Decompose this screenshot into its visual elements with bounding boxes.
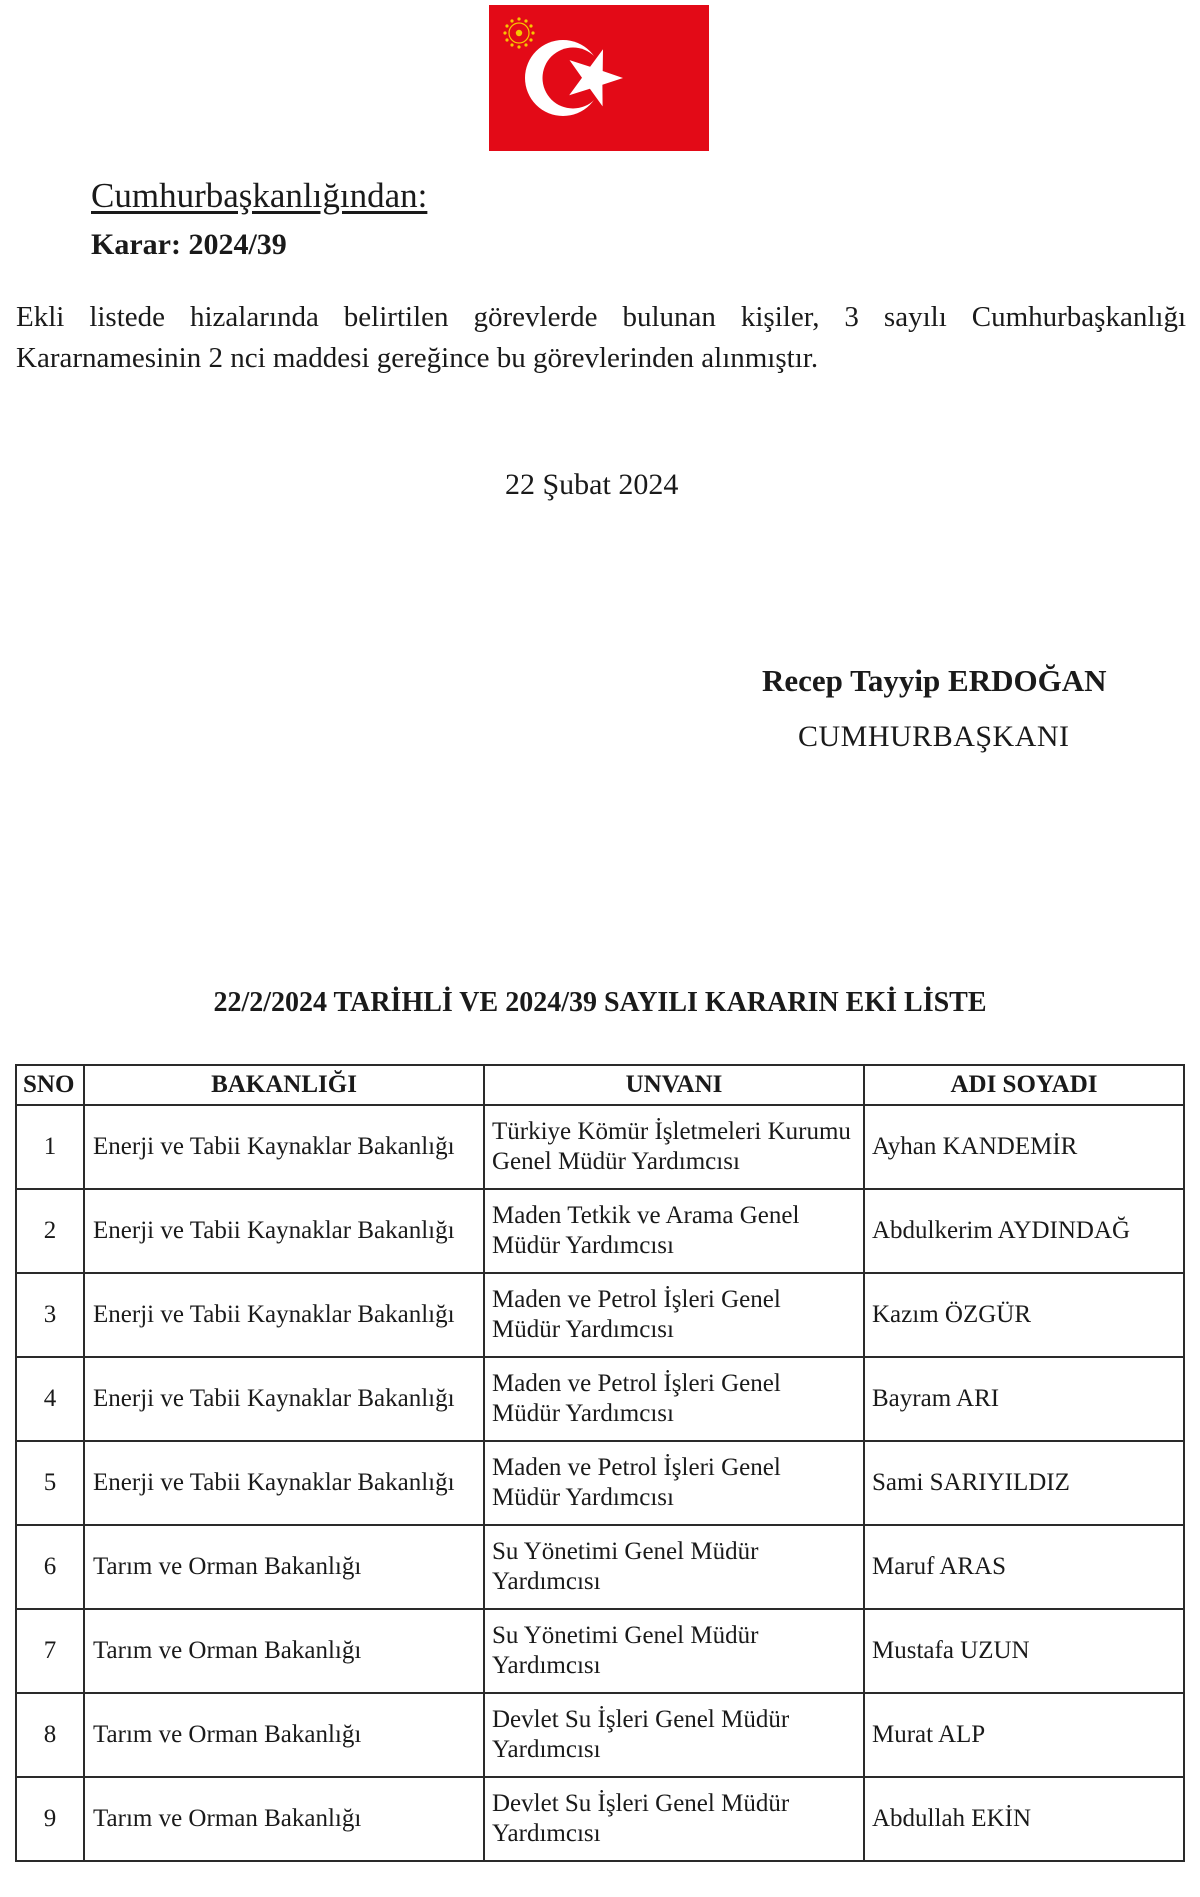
row-name: Abdulkerim AYDINDAĞ [864, 1189, 1184, 1273]
table-row [16, 1273, 1184, 1357]
row-title: Türkiye Kömür İşletmeleri Kurumu Genel Müdür Yardımcısı [484, 1105, 864, 1189]
row-ministry: Tarım ve Orman Bakanlığı [84, 1609, 484, 1693]
table-row [16, 1357, 1184, 1441]
column-header-sno: SNO [16, 1065, 84, 1105]
row-sno: 8 [16, 1693, 84, 1777]
annex-table [15, 1064, 1185, 1862]
row-sno: 2 [16, 1189, 84, 1273]
row-sno: 1 [16, 1105, 84, 1189]
row-sno: 6 [16, 1525, 84, 1609]
row-title: Maden ve Petrol İşleri Genel Müdür Yardımcısı [484, 1357, 864, 1441]
row-name: Ayhan KANDEMİR [864, 1105, 1184, 1189]
decision-date: 22 Şubat 2024 [505, 468, 679, 501]
row-sno: 7 [16, 1609, 84, 1693]
table-row [16, 1441, 1184, 1525]
row-ministry: Enerji ve Tabii Kaynaklar Bakanlığı [84, 1189, 484, 1273]
turkish-flag-emblem [489, 5, 709, 151]
institution-heading: Cumhurbaşkanlığından: [91, 176, 428, 215]
row-title: Su Yönetimi Genel Müdür Yardımcısı [484, 1525, 864, 1609]
row-ministry: Tarım ve Orman Bakanlığı [84, 1525, 484, 1609]
row-name: Mustafa UZUN [864, 1609, 1184, 1693]
signer-title: CUMHURBAŞKANI [798, 720, 1070, 753]
row-title: Devlet Su İşleri Genel Müdür Yardımcısı [484, 1693, 864, 1777]
row-name: Kazım ÖZGÜR [864, 1273, 1184, 1357]
table-row [16, 1609, 1184, 1693]
row-name: Maruf ARAS [864, 1525, 1184, 1609]
row-ministry: Enerji ve Tabii Kaynaklar Bakanlığı [84, 1273, 484, 1357]
table-header-row [16, 1065, 1184, 1105]
column-header-ministry: BAKANLIĞI [84, 1065, 484, 1105]
row-title: Maden ve Petrol İşleri Genel Müdür Yardımcısı [484, 1273, 864, 1357]
signer-name: Recep Tayyip ERDOĞAN [762, 663, 1107, 698]
row-sno: 9 [16, 1777, 84, 1861]
row-title: Devlet Su İşleri Genel Müdür Yardımcısı [484, 1777, 864, 1861]
column-header-title: UNVANI [484, 1065, 864, 1105]
table-row [16, 1693, 1184, 1777]
row-name: Sami SARIYILDIZ [864, 1441, 1184, 1525]
row-title: Maden ve Petrol İşleri Genel Müdür Yardımcısı [484, 1441, 864, 1525]
table-row [16, 1777, 1184, 1861]
row-name: Murat ALP [864, 1693, 1184, 1777]
column-header-name: ADI SOYADI [864, 1065, 1184, 1105]
row-ministry: Enerji ve Tabii Kaynaklar Bakanlığı [84, 1441, 484, 1525]
row-ministry: Tarım ve Orman Bakanlığı [84, 1693, 484, 1777]
row-name: Bayram ARI [864, 1357, 1184, 1441]
row-sno: 4 [16, 1357, 84, 1441]
decision-paragraph: Ekli listede hizalarında belirtilen görevlerde bulunan kişiler, 3 sayılı Cumhurbaşkanlığı Kararnamesinin 2 nci maddesi gereğince bu görevlerinden alınmıştır. [16, 301, 1186, 374]
row-sno: 3 [16, 1273, 84, 1357]
annex-list-title: 22/2/2024 TARİHLİ VE 2024/39 SAYILI KARARIN EKİ LİSTE [213, 987, 987, 1018]
row-sno: 5 [16, 1441, 84, 1525]
table-row [16, 1189, 1184, 1273]
row-title: Maden Tetkik ve Arama Genel Müdür Yardımcısı [484, 1189, 864, 1273]
row-name: Abdullah EKİN [864, 1777, 1184, 1861]
row-ministry: Tarım ve Orman Bakanlığı [84, 1777, 484, 1861]
row-ministry: Enerji ve Tabii Kaynaklar Bakanlığı [84, 1105, 484, 1189]
table-row [16, 1105, 1184, 1189]
row-title: Su Yönetimi Genel Müdür Yardımcısı [484, 1609, 864, 1693]
decision-number: Karar: 2024/39 [91, 228, 287, 261]
row-ministry: Enerji ve Tabii Kaynaklar Bakanlığı [84, 1357, 484, 1441]
table-row [16, 1525, 1184, 1609]
